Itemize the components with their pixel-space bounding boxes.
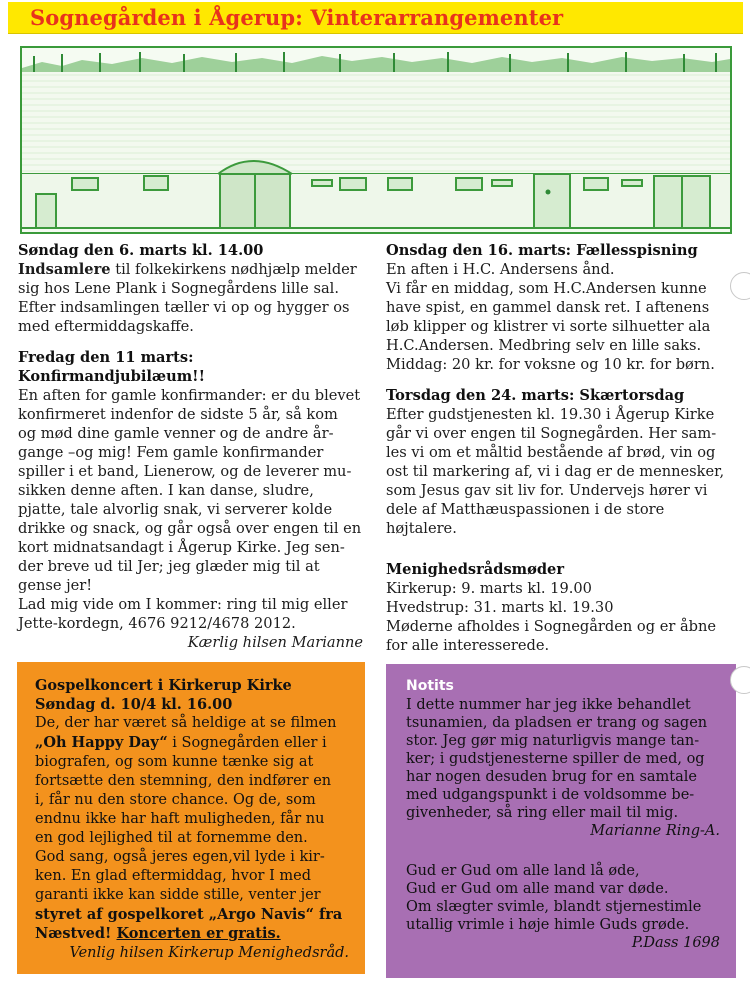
event-2-line: gense jer! <box>18 577 93 594</box>
binder-hole <box>730 666 750 694</box>
building-photo <box>20 46 732 234</box>
notits-line: med udgangspunkt i de voldsomme be- <box>406 787 695 803</box>
film-title: „Oh Happy Day“ <box>35 734 168 751</box>
notits-line: givenheder, så ring eller mail til mig. <box>406 805 679 821</box>
binder-hole <box>730 272 750 300</box>
poem-line: Gud er Gud om alle land lå øde, <box>406 863 640 879</box>
event-5-line: Hvedstrup: 31. marts kl. 19.30 <box>386 599 614 616</box>
event-2-line: sikken denne aften. I kan danse, sludre, <box>18 482 314 499</box>
title-bar <box>8 2 743 34</box>
event-5-line: for alle interesserede. <box>386 637 550 654</box>
notits-line: I dette nummer har jeg ikke behandlet <box>406 697 691 713</box>
notits-line: har nogen desuden brug for en samtale <box>406 769 697 785</box>
event-4-line: ost til markering af, vi i dag er de mennesker, <box>386 463 725 480</box>
event-2-line: og mød dine gamle venner og de andre år- <box>18 425 334 442</box>
event-2-line: pjatte, tale alvorlig snak, vi serverer kolde <box>18 501 333 518</box>
event-2-line: En aften for gamle konfirmander: er du blevet <box>18 387 361 404</box>
notits-signature: Marianne Ring-A. <box>590 823 720 839</box>
free-concert-note: Koncerten er gratis. <box>116 925 281 942</box>
event-2-line: der breve ud til Jer; jeg glæder mig til at <box>18 558 320 575</box>
event-1-line: med eftermiddagskaffe. <box>18 318 194 335</box>
event-2-heading: Fredag den 11 marts: Konfirmandjubilæum!! <box>18 349 205 385</box>
event-3-line: Vi får en middag, som H.C.Andersen kunne <box>386 280 707 297</box>
gospel-date: Søndag d. 10/4 kl. 16.00 <box>35 696 233 713</box>
event-3-heading: Onsdag den 16. marts: Fællesspisning <box>386 242 698 259</box>
event-1-line: sig hos Lene Plank i Sognegårdens lille sal. <box>18 280 339 297</box>
event-4-line: går vi over engen til Sognegården. Her sam- <box>386 425 717 442</box>
event-2-line: Jette-kordegn, 4676 9212/4678 2012. <box>18 615 296 632</box>
notits-box <box>386 664 736 978</box>
gospel-choir-line: styret af gospelkoret „Argo Navis“ fra <box>35 906 343 923</box>
event-3-line: løb klipper og klistrer vi sorte silhuetter ala <box>386 318 711 335</box>
farmhouse-drawing <box>22 48 730 232</box>
gospel-line: endnu ikke har haft muligheden, får nu <box>35 811 325 827</box>
event-1-lead: Indsamlere <box>18 261 111 278</box>
event-1-text: Indsamlere til folkekirkens nødhjælp melder <box>18 261 357 278</box>
gospel-heading: Gospelkoncert i Kirkerup Kirke <box>35 677 292 694</box>
gospel-line: fortsætte den stemning, den indfører en <box>35 773 332 789</box>
event-2-line: Lad mig vide om I kommer: ring til mig eller <box>18 596 348 613</box>
notits-line: tsunamien, da pladsen er trang og sagen <box>406 715 708 731</box>
event-4-line: Efter gudstjenesten kl. 19.30 i Ågerup Kirke <box>386 406 715 423</box>
event-4-line: les vi om et måltid bestående af brød, vin og <box>386 444 716 461</box>
event-2-line: spiller i et band, Lienerow, og de leverer mu- <box>18 463 352 480</box>
poem-line: Om slægter svimle, blandt stjernestimle <box>406 899 702 915</box>
notits-line: ker; i gudstjenesterne spiller de med, og <box>406 751 705 767</box>
event-3-line: H.C.Andersen. Medbring selv en lille saks. <box>386 337 702 354</box>
gospel-line: en god lejlighed til at fornemme den. <box>35 830 308 846</box>
poem <box>406 862 720 952</box>
event-5-line: Møderne afholdes i Sognegården og er åbne <box>386 618 717 635</box>
event-5-heading: Menighedsrådsmøder <box>386 561 565 578</box>
event-4-line: dele af Matthæuspassionen i de store højtalere. <box>386 501 665 537</box>
gospel-line: God sang, også jeres egen,vil lyde i kir- <box>35 849 325 865</box>
left-column <box>18 241 363 652</box>
gospel-line: ken. En glad eftermiddag, hvor I med <box>35 868 312 884</box>
event-1-line: Efter indsamlingen tæller vi op og hygger os <box>18 299 350 316</box>
event-4-line: som Jesus gav sit liv for. Undervejs hører vi <box>386 482 708 499</box>
gospel-line: biografen, og som kunne tænke sig at <box>35 754 314 770</box>
gospel-concert-box <box>17 662 365 974</box>
gospel-signature: Venlig hilsen Kirkerup Menighedsråd. <box>69 945 349 961</box>
event-2-line: drikke og snack, og går også over engen til en <box>18 520 362 537</box>
page-title: Sognegården i Ågerup: Vinterarrangementer <box>30 5 564 30</box>
event-3-line: Middag: 20 kr. for voksne og 10 kr. for børn. <box>386 356 715 373</box>
notits-heading: Notits <box>406 678 454 694</box>
gospel-line: Næstved! Koncerten er gratis. <box>35 925 281 942</box>
event-5-line: Kirkerup: 9. marts kl. 19.00 <box>386 580 592 597</box>
gospel-line: „Oh Happy Day“ i Sognegården eller i <box>35 734 327 751</box>
event-3-line: have spist, en gammel dansk ret. I aftenens <box>386 299 710 316</box>
poem-line: Gud er Gud om alle mand var døde. <box>406 881 669 897</box>
gospel-line: garanti ikke kan sidde stille, venter jer <box>35 887 321 903</box>
poem-author: P.Dass 1698 <box>631 935 720 951</box>
event-2-signature: Kærlig hilsen Marianne <box>187 634 363 651</box>
poem-line: utallig vrimle i høje himle Guds grøde. <box>406 917 690 933</box>
event-3-line: En aften i H.C. Andersens ånd. <box>386 261 615 278</box>
right-column <box>386 241 734 655</box>
event-2-line: konfirmeret indenfor de sidste 5 år, så kom <box>18 406 338 423</box>
event-2-line: gange –og mig! Fem gamle konfirmander <box>18 444 324 461</box>
gospel-line: De, der har været så heldige at se filmen <box>35 715 337 731</box>
gospel-line: i, får nu den store chance. Og de, som <box>35 792 316 808</box>
event-4-heading: Torsdag den 24. marts: Skærtorsdag <box>386 387 685 404</box>
event-2-line: kort midnatsandagt i Ågerup Kirke. Jeg sen- <box>18 539 345 556</box>
notits-line: stor. Jeg gør mig naturligvis mange tan- <box>406 733 700 749</box>
event-1-heading: Søndag den 6. marts kl. 14.00 <box>18 242 264 259</box>
